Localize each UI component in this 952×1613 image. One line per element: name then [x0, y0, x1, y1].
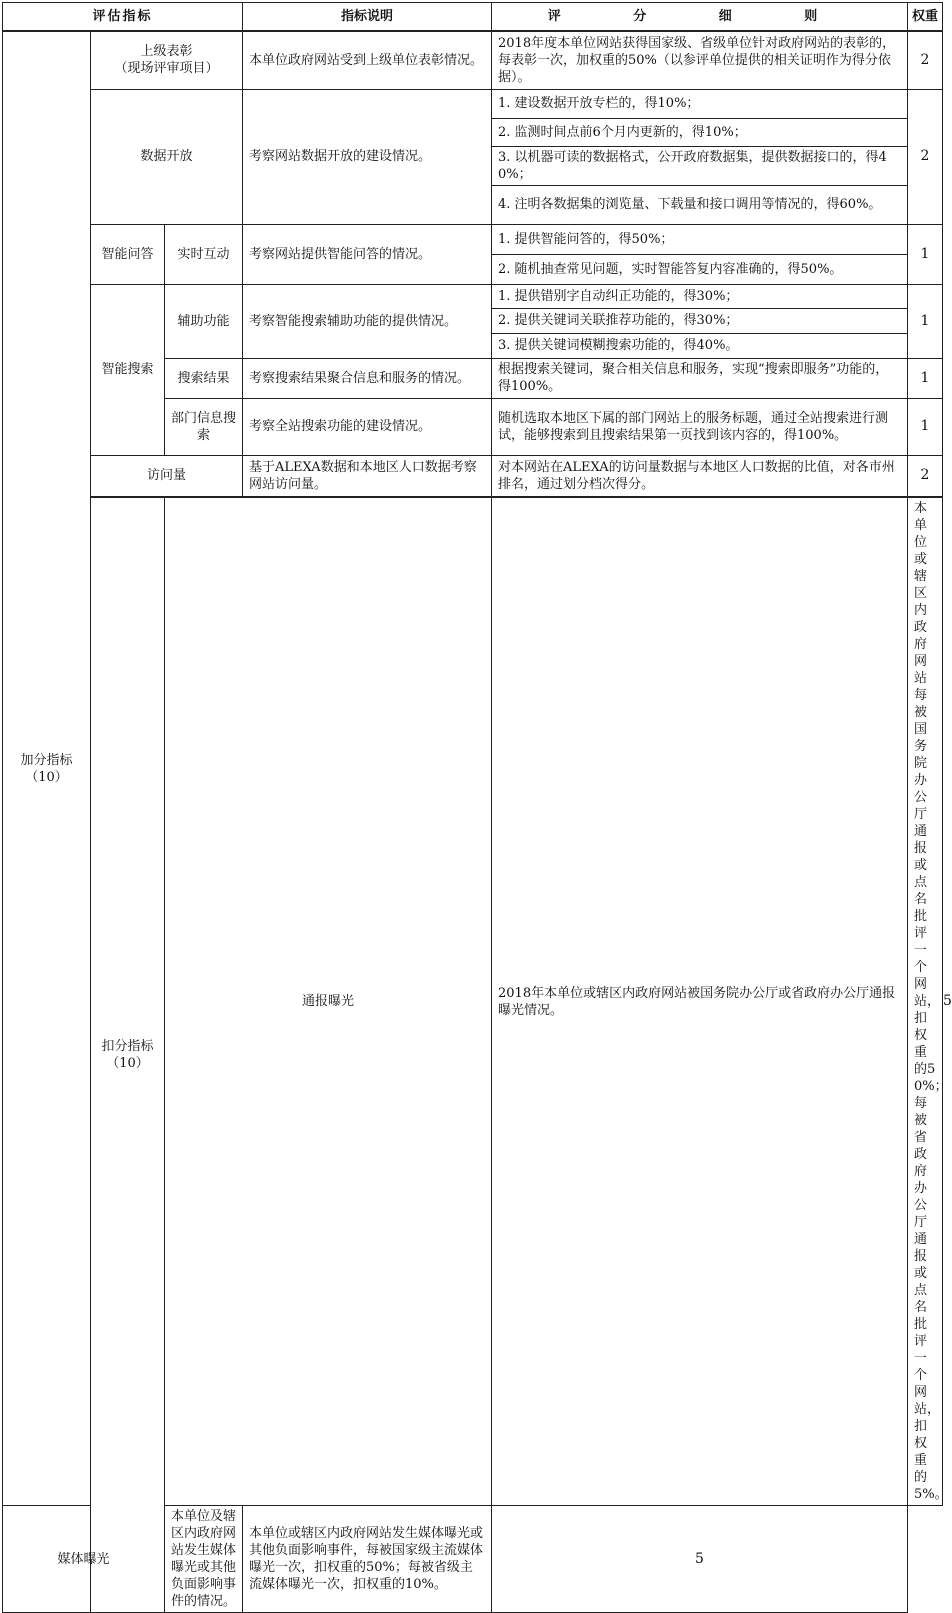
search-assist-weight: 1 — [908, 284, 943, 358]
commendation-detail: 2018年度本单位网站获得国家级、省级单位针对政府网站的表彰的，每表彰一次，加权重的50%（以参评单位提供的相关证明作为得分依据）。 — [492, 31, 908, 89]
commendation-name-cell: 上级表彰 （现场评审项目） — [91, 31, 243, 89]
media-weight: 5 — [492, 1506, 908, 1613]
notice-desc: 2018年本单位或辖区内政府网站被国务院办公厅或省政府办公厅通报曝光情况。 — [492, 497, 908, 1506]
header-indicator: 评估指标 — [3, 3, 243, 32]
header-description: 指标说明 — [243, 3, 492, 32]
media-detail: 本单位或辖区内政府网站发生媒体曝光或其他负面影响事件，每被国家级主流媒体曝光一次，扣权重的50%；每被省级主流媒体曝光一次，扣权重的10%。 — [243, 1506, 492, 1613]
smart-qa-desc: 考察网站提供智能问答的情况。 — [243, 224, 492, 284]
search-assist-sub: 辅助功能 — [165, 284, 243, 358]
row-notice: 扣分指标 （10） 通报曝光 2018年本单位或辖区内政府网站被国务院办公厅或省政府办公厅通报曝光情况。 本单位或辖区内政府网站每被国务院办公厅通报或点名批评一个网站，扣权重的50%；每被省政府办公厅通报或点名批评一个网站，扣权重的5%。 5 — [3, 497, 943, 1506]
smart-qa-detail-2: 2. 随机抽查常见问题，实时智能答复内容准确的，得50%。 — [492, 254, 908, 284]
row-search-assist-1 — [3, 284, 943, 308]
open-data-detail-1: 1. 建设数据开放专栏的，得10%； — [492, 89, 908, 118]
evaluation-table — [2, 2, 952, 1613]
search-assist-detail-2: 2. 提供关键词关联推荐功能的，得30%； — [492, 308, 908, 333]
header-row — [3, 3, 943, 32]
traffic-detail: 对本网站在ALEXA的访问量数据与本地区人口数据的比值，对各市州排名，通过划分档次得分。 — [492, 455, 908, 497]
smart-qa-name: 智能问答 — [91, 224, 165, 284]
search-results-weight: 1 — [908, 358, 943, 398]
traffic-weight: 2 — [908, 455, 943, 497]
search-results-desc: 考察搜索结果聚合信息和服务的情况。 — [243, 358, 492, 398]
open-data-weight: 2 — [908, 89, 943, 224]
row-media — [3, 1506, 943, 1613]
smart-search-name: 智能搜索 — [91, 284, 165, 455]
dept-search-weight: 1 — [908, 398, 943, 455]
row-open-data-1 — [3, 89, 943, 118]
commendation-weight: 2 — [908, 31, 943, 89]
search-assist-desc: 考察智能搜索辅助功能的提供情况。 — [243, 284, 492, 358]
dept-search-detail: 随机选取本地区下属的部门网站上的服务标题，通过全站搜索进行测试，能够搜索到且搜索结果第一页找到该内容的，得100%。 — [492, 398, 908, 455]
header-scoring-rules: 评 分 细 则 — [492, 3, 908, 32]
row-traffic — [3, 455, 943, 497]
header-weight: 权重 — [908, 3, 943, 32]
traffic-name: 访问量 — [91, 455, 243, 497]
media-desc: 本单位及辖区内政府网站发生媒体曝光或其他负面影响事件的情况。 — [165, 1506, 243, 1613]
open-data-detail-4: 4. 注明各数据集的浏览量、下载量和接口调用等情况的，得60%。 — [492, 185, 908, 224]
search-assist-detail-3: 3. 提供关键词模糊搜索功能的，得40%。 — [492, 333, 908, 358]
dept-search-desc: 考察全站搜索功能的建设情况。 — [243, 398, 492, 455]
open-data-name: 数据开放 — [91, 89, 243, 224]
deduct-group-cell: 扣分指标 （10） — [91, 497, 165, 1613]
open-data-desc: 考察网站数据开放的建设情况。 — [243, 89, 492, 224]
search-assist-detail-1: 1. 提供错别字自动纠正功能的，得30%； — [492, 284, 908, 308]
traffic-desc: 基于ALEXA数据和本地区人口数据考察网站访问量。 — [243, 455, 492, 497]
media-name: 媒体曝光 — [3, 1506, 165, 1613]
commendation-desc: 本单位政府网站受到上级单位表彰情况。 — [243, 31, 492, 89]
open-data-detail-3: 3. 以机器可读的数据格式，公开政府数据集，提供数据接口的，得40%； — [492, 146, 908, 185]
search-results-detail: 根据搜索关键词，聚合相关信息和服务，实现“搜索即服务”功能的，得100%。 — [492, 358, 908, 398]
dept-search-sub: 部门信息搜索 — [165, 398, 243, 455]
smart-qa-sub: 实时互动 — [165, 224, 243, 284]
smart-qa-detail-1: 1. 提供智能问答的，得50%； — [492, 224, 908, 254]
notice-detail: 本单位或辖区内政府网站每被国务院办公厅通报或点名批评一个网站，扣权重的50%；每被省政府办公厅通报或点名批评一个网站，扣权重的5%。 — [908, 497, 943, 1506]
open-data-detail-2: 2. 监测时间点前6个月内更新的，得10%； — [492, 118, 908, 146]
search-results-sub: 搜索结果 — [165, 358, 243, 398]
bonus-group-cell: 加分指标 （10） — [3, 31, 91, 1506]
row-smart-qa-1 — [3, 224, 943, 254]
row-commendation — [3, 31, 943, 89]
notice-name: 通报曝光 — [165, 497, 492, 1506]
smart-qa-weight: 1 — [908, 224, 943, 284]
